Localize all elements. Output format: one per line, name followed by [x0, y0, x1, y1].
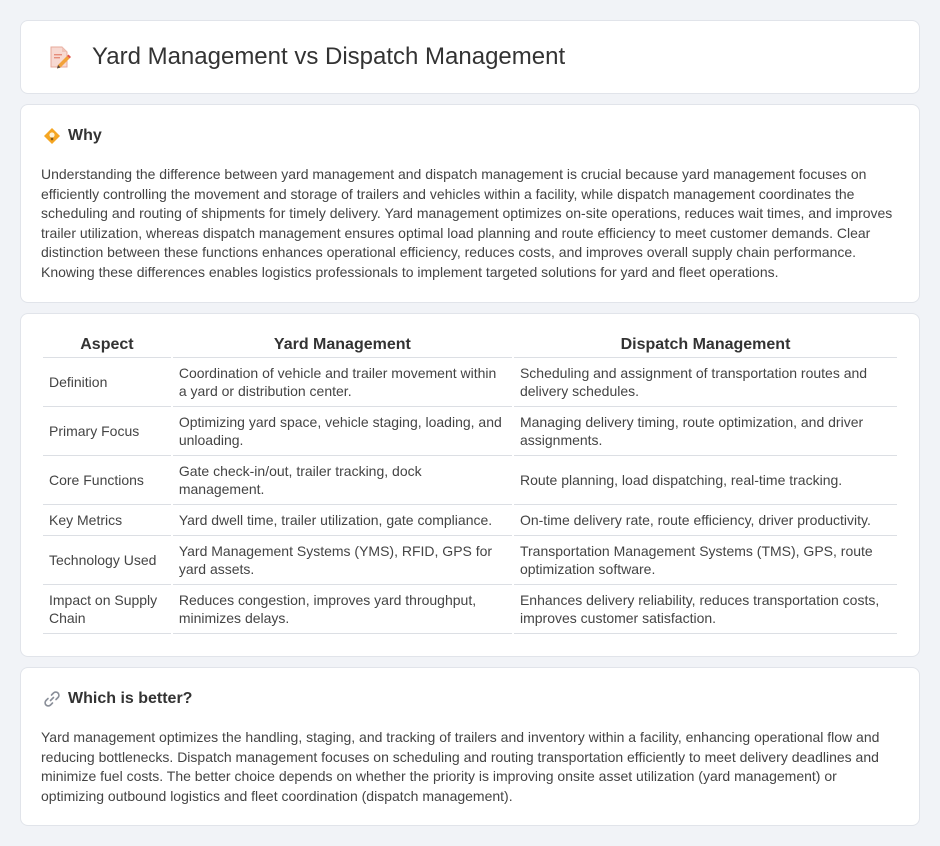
- table-row: [43, 456, 897, 505]
- table-row: [43, 407, 897, 456]
- row-aspect: Primary Focus: [43, 407, 171, 456]
- row-aspect: Technology Used: [43, 536, 171, 585]
- row-dispatch-value: Scheduling and assignment of transportation routes and delivery schedules.: [514, 358, 897, 407]
- link-icon: [43, 690, 61, 708]
- lightbulb-icon: [43, 127, 61, 145]
- row-yard-value: Optimizing yard space, vehicle staging, loading, and unloading.: [173, 407, 512, 456]
- better-title: Which is better?: [68, 690, 193, 707]
- row-yard-value: Reduces congestion, improves yard throughput, minimizes delays.: [173, 585, 512, 634]
- header-aspect: Aspect: [43, 334, 171, 358]
- row-dispatch-value: Enhances delivery reliability, reduces transportation costs, improves customer satisfaction.: [514, 585, 897, 634]
- why-title: Why: [68, 127, 102, 144]
- row-aspect: Definition: [43, 358, 171, 407]
- comparison-table: [41, 334, 899, 634]
- title-card: [20, 20, 920, 94]
- row-yard-value: Gate check-in/out, trailer tracking, dock management.: [173, 456, 512, 505]
- why-header: [43, 127, 102, 145]
- row-yard-value: Yard Management Systems (YMS), RFID, GPS for yard assets.: [173, 536, 512, 585]
- table-row: [43, 536, 897, 585]
- document-pencil-icon: [47, 44, 73, 70]
- why-body: Understanding the difference between yard management and dispatch management is crucial because yard management focuses on efficiently controlling the movement and storage of trailers and vehicles within a facility, while dispatch management coordinates the scheduling and routing of shipments for timely delivery. Yard management optimizes on-site operations, reduces wait times, and improves trailer utilization, whereas dispatch management ensures optimal load planning and route efficiency to meet customer demands. Clear distinction between these functions enhances operational efficiency, reduces costs, and improves overall supply chain performance. Knowing these differences enables logistics professionals to implement targeted solutions for yard and fleet operations.: [41, 166, 893, 280]
- table-row: [43, 505, 897, 536]
- row-aspect: Core Functions: [43, 456, 171, 505]
- why-section: [20, 104, 920, 303]
- table-header-row: [43, 334, 897, 358]
- comparison-section: [20, 313, 920, 657]
- row-dispatch-value: Route planning, load dispatching, real-time tracking.: [514, 456, 897, 505]
- row-aspect: Key Metrics: [43, 505, 171, 536]
- better-header: [43, 690, 192, 708]
- table-row: [43, 585, 897, 634]
- table-row: [43, 358, 897, 407]
- header-yard-management: Yard Management: [173, 334, 512, 358]
- header-dispatch-management: Dispatch Management: [514, 334, 897, 358]
- row-yard-value: Yard dwell time, trailer utilization, gate compliance.: [173, 505, 512, 536]
- row-yard-value: Coordination of vehicle and trailer movement within a yard or distribution center.: [173, 358, 512, 407]
- better-body: Yard management optimizes the handling, staging, and tracking of trailers and inventory within a facility, enhancing operational flow and reducing bottlenecks. Dispatch management focuses on scheduling and routing transportation efficiently to meet delivery deadlines and minimize fuel costs. The better choice depends on whether the priority is improving onsite asset utilization (yard management) or optimizing outbound logistics and fleet coordination (dispatch management).: [41, 729, 880, 804]
- page-title: Yard Management vs Dispatch Management: [92, 43, 566, 70]
- row-aspect: Impact on Supply Chain: [43, 585, 171, 634]
- row-dispatch-value: Transportation Management Systems (TMS), GPS, route optimization software.: [514, 536, 897, 585]
- row-dispatch-value: Managing delivery timing, route optimization, and driver assignments.: [514, 407, 897, 456]
- which-is-better-section: [20, 667, 920, 826]
- row-dispatch-value: On-time delivery rate, route efficiency, driver productivity.: [514, 505, 897, 536]
